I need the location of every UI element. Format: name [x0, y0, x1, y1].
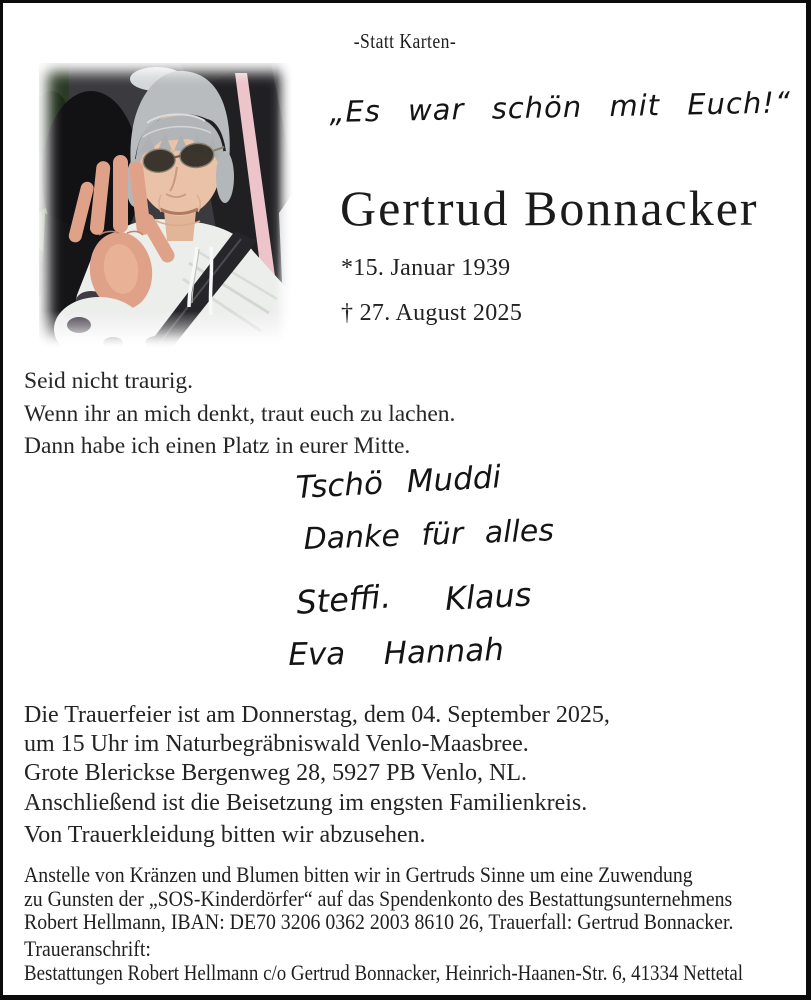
verse-line: Wenn ihr an mich denkt, traut euch zu lachen.	[24, 400, 456, 427]
donation-line: Anstelle von Kränzen und Blumen bitten wir in Gertruds Sinne um eine Zuwendung	[24, 862, 693, 887]
signature-steffi: Steffi.	[295, 577, 393, 622]
handwritten-quote: „Es war schön mit Euch!“	[329, 85, 792, 129]
funeral-service-info	[24, 701, 610, 788]
donation-line: Robert Hellmann, IBAN: DE70 3206 0362 2003 8610 26, Trauerfall: Gertrud Bonnacker.	[24, 909, 734, 934]
signature-eva: Eva	[288, 636, 346, 673]
handwritten-farewell-line-1: Tschö Muddi	[295, 459, 502, 506]
signature-klaus: Klaus	[444, 575, 533, 618]
clothing-note: Von Trauerkleidung bitten wir abzusehen.	[24, 822, 426, 848]
donation-line: zu Gunsten der „SOS-Kinderdörfer“ auf das Spendenkonto des Bestattungsunternehmens	[24, 885, 733, 911]
donation-info	[24, 863, 811, 934]
handwritten-farewell-line-2: Danke für alles	[303, 513, 555, 557]
death-date: † 27. August 2025	[341, 300, 523, 326]
service-line: um 15 Uhr im Naturbegräbniswald Venlo-Maasbree.	[24, 731, 529, 757]
pre-title: -Statt Karten-	[353, 29, 456, 53]
mourning-address: Bestattungen Robert Hellmann c/o Gertrud Bonnacker, Heinrich-Haanen-Str. 6, 41334 Nettetal	[24, 960, 744, 985]
service-line: Grote Blerickse Bergenweg 28, 5927 PB Venlo, NL.	[24, 760, 528, 786]
photo-bottom-fade	[39, 311, 293, 349]
burial-note: Anschließend ist die Beisetzung im engsten Familienkreis.	[24, 790, 588, 816]
portrait-photo	[39, 63, 293, 349]
verse-line: Dann habe ich einen Platz in eurer Mitte.	[24, 433, 411, 459]
deceased-name: Gertrud Bonnacker	[340, 180, 759, 236]
birth-date: *15. Januar 1939	[341, 255, 511, 281]
verse-line: Seid nicht traurig.	[24, 368, 194, 394]
service-line: Die Trauerfeier ist am Donnerstag, dem 04. September 2025,	[24, 702, 610, 728]
mourning-address-label: Traueranschrift:	[24, 936, 151, 961]
photo-right-fade	[277, 63, 293, 349]
signature-hannah: Hannah	[383, 631, 505, 672]
portrait-photo-illustration	[39, 63, 293, 349]
memorial-verse	[24, 365, 455, 463]
